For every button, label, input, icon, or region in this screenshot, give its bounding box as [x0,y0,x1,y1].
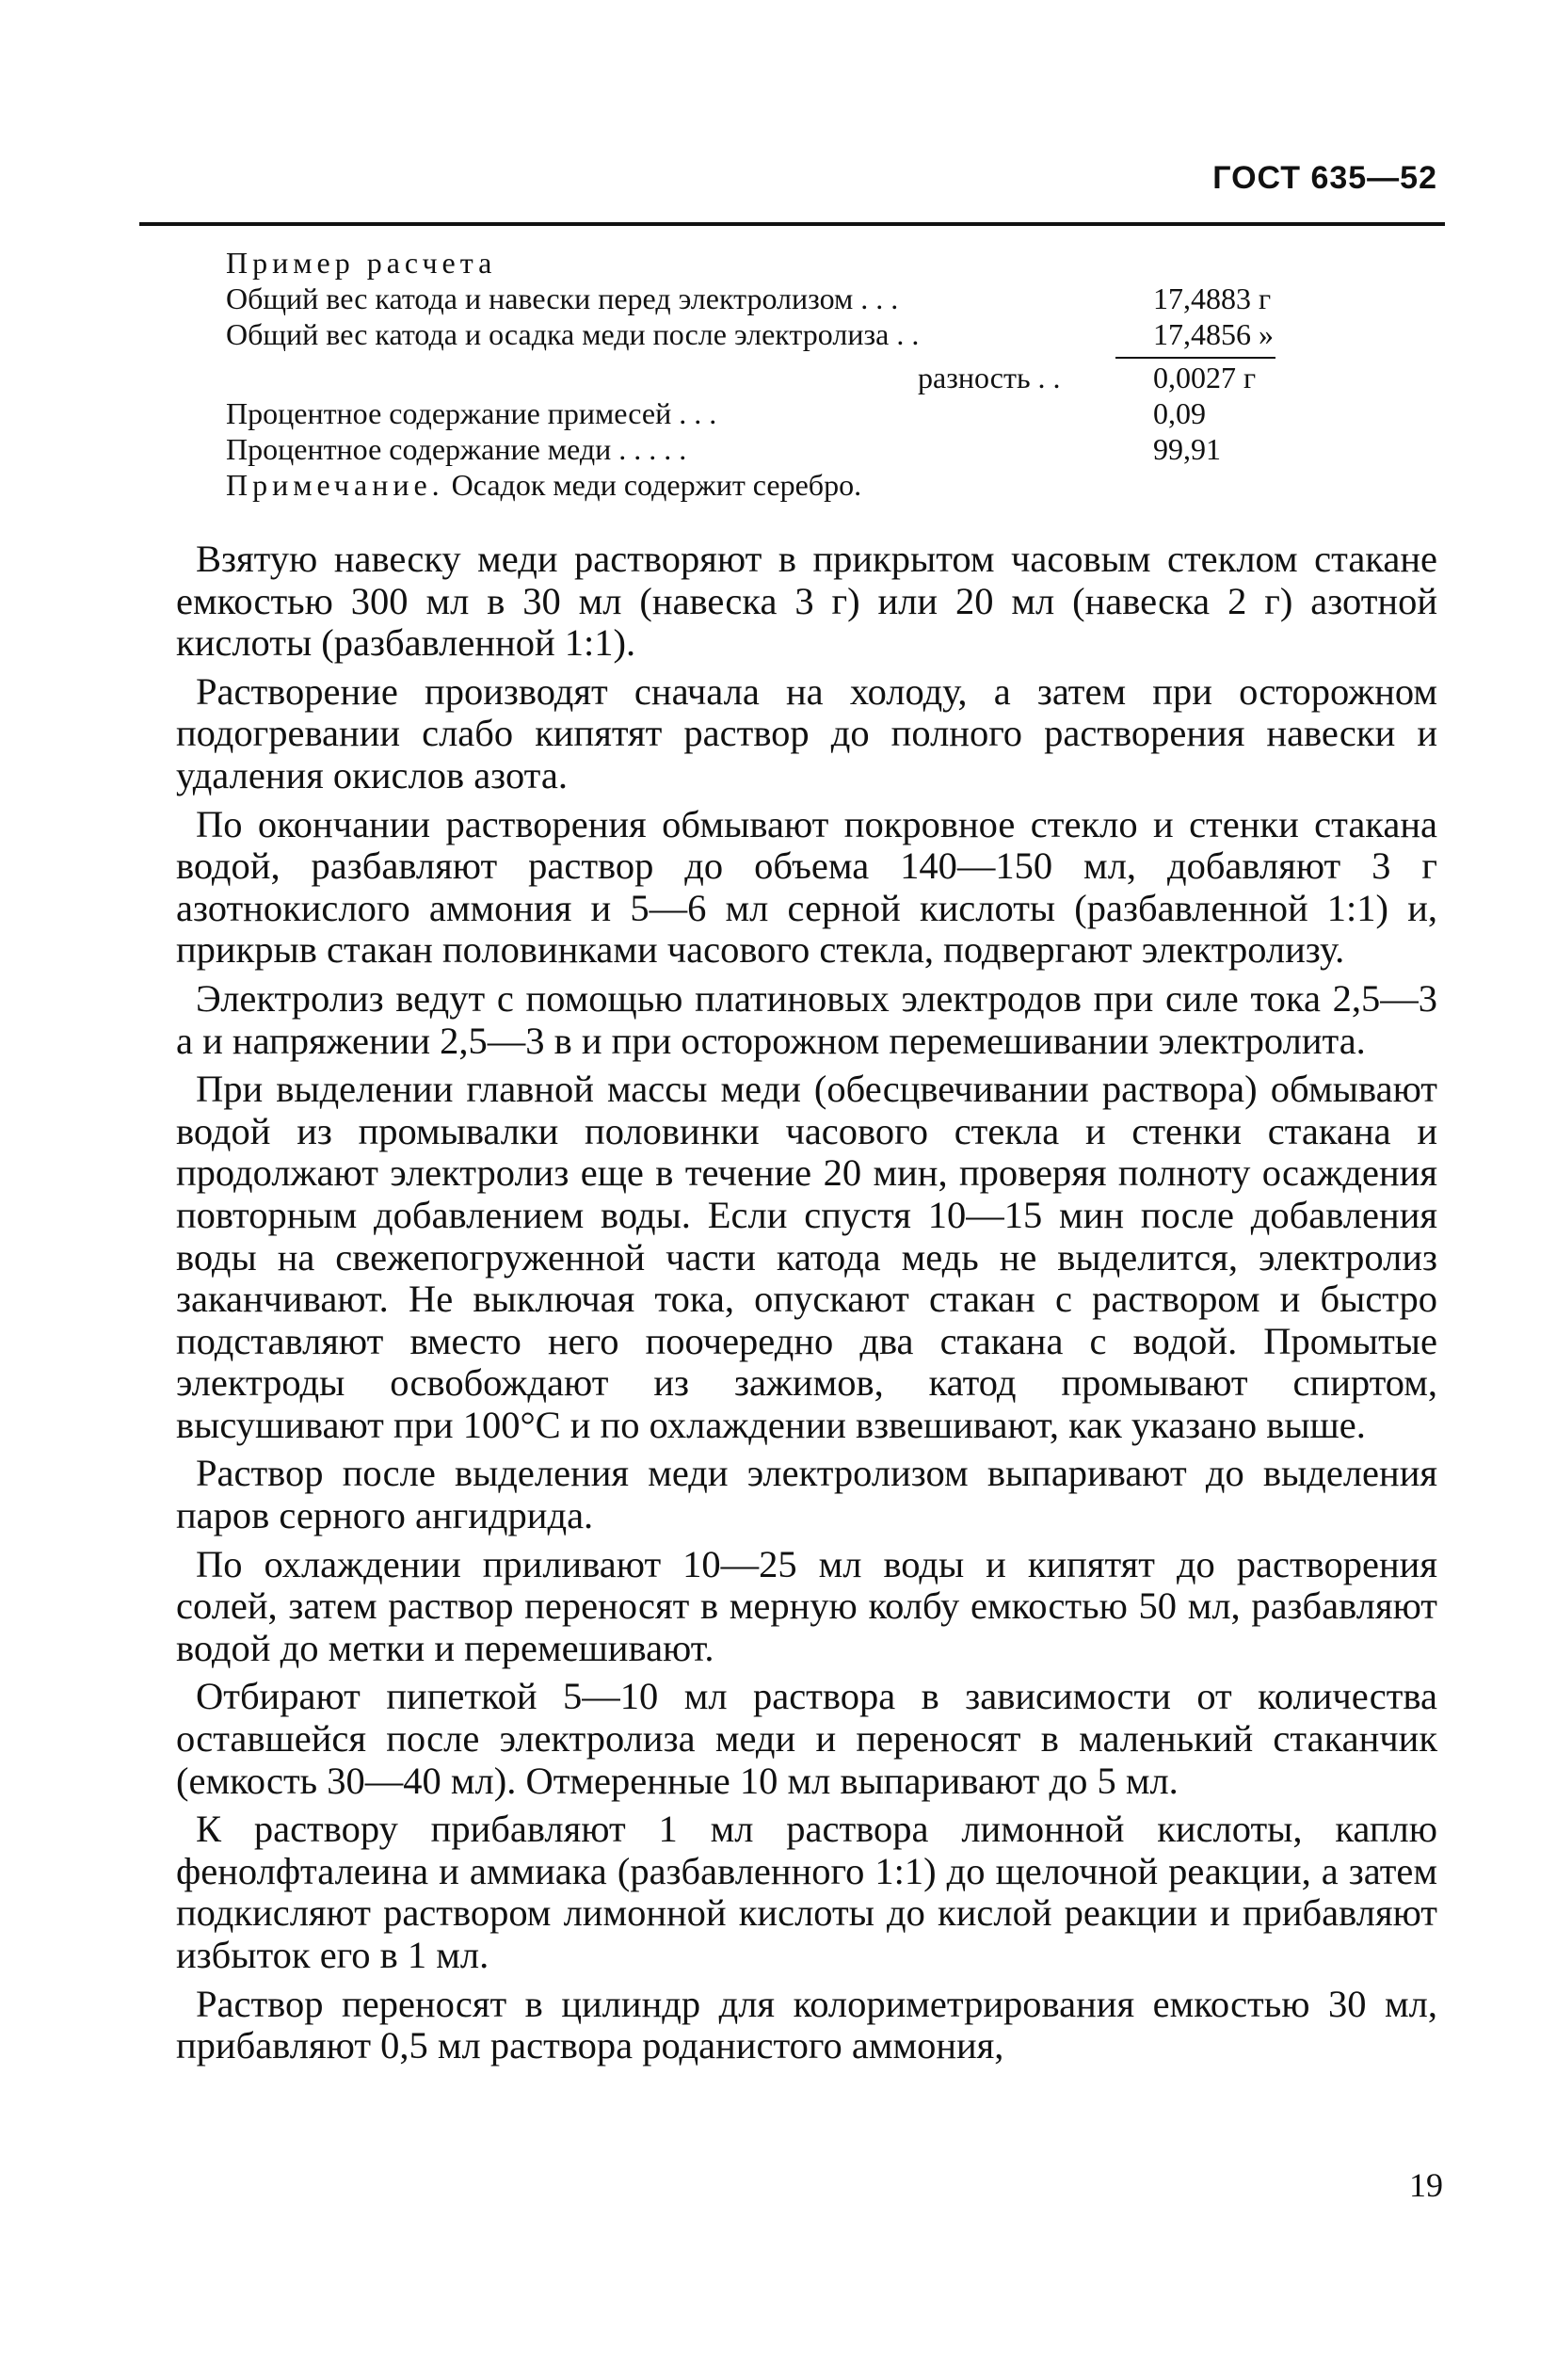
paragraph: Растворение производят сначала на холоду, а затем при осторожном подогревании слабо кипятят раствор до полного растворения навески и удаления окислов азота. [176,669,1437,796]
document-header: ГОСТ 635—52 [1212,160,1437,196]
note-text: Осадок меди содержит серебро. [443,468,862,502]
paragraph: По окончании растворения обмывают покровное стекло и стенки стакана водой, разбавляют раствор до объема 140—150 мл, добавляют 3 г азотнокислого аммония и 5—6 мл серной кислоты (разбавленной 1:1) и, прикрыв стакан половинками часового стекла, подвергают электролизу. [176,802,1437,972]
calc-row-label: Общий вес катода и осадка меди после электролиза . . [226,317,920,351]
paragraph: Электролиз ведут с помощью платиновых электродов при силе тока 2,5—3 а и напряжении 2,5—3 в и при осторожном перемешивании электролита. [176,976,1437,1062]
paragraph: Раствор переносят в цилиндр для колориметрирования емкостью 30 мл, прибавляют 0,5 мл раствора роданистого аммония, [176,1982,1437,2067]
note-row [226,467,1308,503]
header-rule [139,222,1445,226]
paragraph: Раствор после выделения меди электролизом выпаривают до выделения паров серного ангидрида. [176,1452,1437,1537]
body-text [176,539,1437,2074]
paragraph: Отбирают пипеткой 5—10 мл раствора в зависимости от количества оставшейся после электролиза меди и переносят в маленький стаканчик (емкость 30—40 мл). Отмеренные 10 мл выпаривают до 5 мл. [176,1675,1437,1802]
impurities-row [226,395,1308,431]
paragraph: По охлаждении приливают 10—25 мл воды и кипятят до растворения солей, затем раствор переносят в мерную колбу емкостью 50 мл, разбавляют водой до метки и перемешивают. [176,1542,1437,1669]
impurities-value: 0,09 [1153,396,1206,430]
calc-row-label: Общий вес катода и навески перед электролизом . . . [226,281,899,315]
paragraph: Взятую навеску меди растворяют в прикрытом часовым стеклом стакане емкостью 300 мл в 30 мл (навеска 3 г) или 20 мл (навеска 2 г) азотной кислоты (разбавленной 1:1). [176,538,1437,665]
copper-value: 99,91 [1153,432,1221,466]
paragraph: При выделении главной массы меди (обесцвечивании раствора) обмывают водой из промывалки половинки часового стекла и стенки стакана и продолжают электролиз еще в течение 20 мин, проверяя полноту осаждения повторным добавлением воды. Если спустя 10—15 мин после добавления воды на свежепогруженной части катода медь не выделится, электролиз заканчивают. Не выключая тока, опускают стакан с раствором и быстро подставляют вместо него поочередно два стакана с водой. Промытые электроды освобождают из зажимов, катод промывают спиртом, высушивают при 100°С и по охлаждении взвешивают, как указано выше. [176,1068,1437,1446]
copper-row [226,431,1308,467]
diff-label: разность . . [918,361,1061,394]
calc-diff-row [226,360,1308,395]
calc-title: Пример расчета [226,246,497,280]
copper-label: Процентное содержание меди . . . . . [226,432,687,466]
calc-row-value: 17,4856 » [1153,317,1274,351]
calculation-example [226,245,1308,503]
paragraph: К раствору прибавляют 1 мл раствора лимонной кислоты, каплю фенолфталеина и аммиака (разбавленного 1:1) до щелочной реакции, а затем подкисляют раствором лимонной кислоты до кислой реакции и прибавляют избыток его в 1 мл. [176,1808,1437,1976]
impurities-label: Процентное содержание примесей . . . [226,396,717,430]
calc-title-row [226,245,1308,281]
note-word: Примечание. [226,468,444,502]
page-number: 19 [1409,2166,1443,2204]
sum-rule [1115,357,1275,359]
diff-value: 0,0027 г [1153,361,1257,394]
calc-row-value: 17,4883 г [1153,281,1272,315]
calc-row [226,281,1308,316]
calc-row [226,316,1308,352]
